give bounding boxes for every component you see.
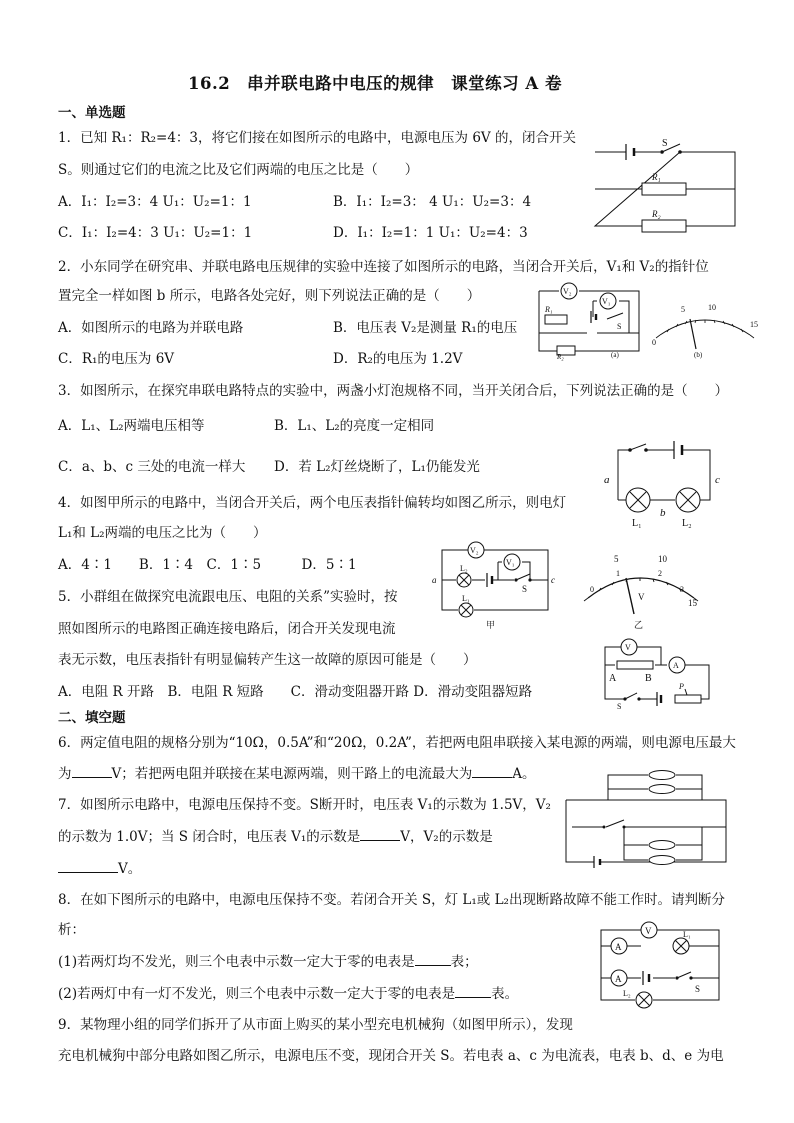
q4-stem-line1: 4．如图甲所示的电路中，当闭合开关后，两个电压表指针偏转均如图乙所示，则电灯	[58, 495, 567, 511]
q2-meter-tick-5: 5	[681, 305, 685, 314]
q8-fig-l1: L₁	[683, 930, 691, 939]
page-title: 16.2 串并联电路中电压的规律 课堂练习 A 卷	[188, 74, 562, 93]
q1-option-a: A．I₁：I₂=3：4 U₁：U₂=1：1	[58, 194, 252, 210]
q7-stem-line3	[58, 857, 141, 877]
q2-fig-label-a: (a)	[611, 351, 619, 359]
q7-text-b: V，V₂的示数是	[400, 829, 493, 845]
q3-fig-l2: L₂	[682, 518, 692, 529]
q4-meter-tick-10: 10	[658, 554, 667, 564]
q8-part1-tail: 表；	[450, 954, 478, 970]
q5-stem-line2: 照如图所示的电路图正确连接电路后，闭合开关发现电流	[58, 621, 396, 637]
q1-fig-switch-label: S	[662, 138, 668, 149]
q6-text-b: V；若把两电阻并联接在某电源两端，则干路上的电流最大为	[111, 766, 473, 782]
q5-options: A．电阻 R 开路 B．电阻 R 短路 C．滑动变阻器开路 D．滑动变阻器短路	[58, 684, 533, 700]
q8-part2-text: (2)若两灯中有一灯不发光，则三个电表中示数一定大于零的电表是	[58, 986, 456, 1002]
q6-stem-line2	[58, 762, 536, 782]
q2-option-b: B．电压表 V₂是测量 R₁的电压	[333, 320, 518, 336]
q5-fig-s: S	[617, 702, 622, 711]
q6-stem-line1: 6．两定值电阻的规格分别为“10Ω，0.5A”和“20Ω，0.2A”，若把两电阻串联接入某电源的两端，则电源电压最大	[58, 735, 736, 751]
q2-option-a: A．如图所示的电路为并联电路	[58, 320, 244, 336]
q2-fig-r2: R₂	[557, 353, 564, 361]
q6-blank-2[interactable]	[472, 763, 512, 778]
q9-stem-line2: 充电机械狗中部分电路如图乙所示，电源电压不变，现闭合开关 S。若电表 a、c 为电流表，电表 b、d、e 为电	[58, 1048, 724, 1064]
q4-stem-line2: L₁和 L₂两端的电压之比为（ ）	[58, 525, 267, 541]
q4-fig-yi: 乙	[634, 620, 644, 630]
q4-meter-tick-2: 2	[658, 569, 662, 578]
q4-fig-v2: V₂	[470, 546, 479, 555]
q1-fig-r2-label: R₂	[652, 209, 661, 219]
section-heading-single-choice: 一、单选题	[58, 105, 126, 121]
q5-circuit-figure	[595, 637, 715, 711]
q8-fig-l2: L₂	[623, 989, 631, 998]
q2-fig-v2: V₂	[563, 287, 572, 296]
q4-circuit-figure	[430, 540, 560, 630]
q2-stem-line1: 2．小东同学在研究串、并联电路电压规律的实验中连接了如图所示的电路，当闭合开关后，V₁和 V₂的指针位	[58, 259, 709, 275]
q2-meter-tick-0: 0	[652, 338, 656, 347]
q3-option-a: A．L₁、L₂两端电压相等	[58, 418, 205, 434]
q6-text-c: A。	[512, 766, 536, 782]
q2-fig-s: S	[617, 322, 622, 331]
q5-fig-point-b: B	[645, 673, 652, 684]
q1-fig-r1-label: R₁	[652, 172, 661, 182]
q1-stem-line1: 1．已知 R₁：R₂=4：3，将它们接在如图所示的电路中，电源电压为 6V 的，闭合开关	[58, 130, 576, 146]
q8-fig-s: S	[695, 984, 701, 994]
q2-option-c: C．R₁的电压为 6V	[58, 351, 175, 367]
q8-blank-1[interactable]	[415, 951, 451, 966]
q4-fig-a: a	[432, 575, 437, 585]
q1-stem-line2: S。则通过它们的电流之比及它们两端的电压之比是（ ）	[58, 162, 419, 178]
q2-fig-r1: R₁	[545, 305, 553, 314]
q2-fig-v1: V₁	[602, 297, 611, 306]
q8-part2	[58, 982, 518, 1002]
q4-options: A．4∶1 B．1∶4 C．1∶5 D．5∶1	[58, 557, 357, 573]
q4-meter-figure	[576, 550, 706, 630]
q8-fig-a2: A	[615, 974, 622, 984]
q7-stem-line2	[58, 825, 493, 845]
q1-option-b: B．I₁：I₂=3： 4 U₁：U₂=3：4	[333, 194, 532, 210]
q7-stem-line1: 7．如图所示电路中，电源电压保持不变。S断开时，电压表 V₁的示数为 1.5V，V₂	[58, 797, 551, 813]
q4-fig-l2: L₂	[460, 564, 468, 573]
q3-option-b: B．L₁、L₂的亮度一定相同	[274, 418, 435, 434]
q3-fig-b: b	[660, 507, 666, 519]
q5-fig-a-meter: A	[673, 661, 679, 670]
q7-circuit-figure	[560, 770, 735, 870]
q4-meter-unit: V	[638, 592, 645, 602]
q4-fig-c: c	[551, 575, 555, 585]
q8-stem-line1: 8．在如下图所示的电路中，电源电压保持不变。若闭合开关 S，灯 L₁或 L₂出现断路故障不能工作时。请判断分	[58, 892, 725, 908]
q5-fig-point-a: A	[609, 673, 617, 684]
q8-fig-v: V	[645, 926, 652, 936]
q8-blank-2[interactable]	[455, 983, 491, 998]
q3-stem-line1: 3．如图所示，在探究串联电路特点的实验中，两盏小灯泡规格不同，当开关闭合后，下列说法正确的是（ ）	[58, 383, 729, 399]
q8-part1	[58, 950, 478, 970]
q3-fig-a: a	[604, 474, 610, 486]
q3-fig-c: c	[715, 474, 720, 486]
q2-circuit-figure	[535, 283, 645, 361]
q4-fig-jia: 甲	[486, 620, 496, 630]
q4-meter-tick-0-inner: 0	[590, 585, 594, 594]
q4-fig-l1: L₁	[462, 594, 470, 603]
q1-option-d: D．I₁：I₂=1：1 U₁：U₂=4：3	[333, 225, 528, 241]
q4-fig-s: S	[522, 584, 528, 594]
q6-text-a: 为	[58, 766, 72, 782]
q7-blank-1[interactable]	[360, 826, 400, 841]
q8-part2-tail: 表。	[491, 986, 519, 1002]
q8-circuit-figure	[595, 920, 725, 1012]
q8-fig-a1: A	[615, 942, 622, 952]
q4-meter-tick-1: 1	[616, 569, 620, 578]
q8-part1-text: (1)若两灯均不发光，则三个电表中示数一定大于零的电表是	[58, 954, 415, 970]
q3-option-c: C．a、b、c 三处的电流一样大	[58, 459, 246, 475]
q5-fig-p: P	[679, 682, 684, 691]
q2-meter-label-b: (b)	[694, 351, 703, 359]
q2-meter-figure	[650, 297, 762, 359]
q7-text-c: V。	[118, 861, 142, 877]
q2-meter-tick-10: 10	[708, 303, 716, 312]
q9-stem-line1: 9．某物理小组的同学们拆开了从市面上购买的某小型充电机械狗（如图甲所示），发现	[58, 1017, 573, 1033]
q5-stem-line3: 表无示数，电压表指针有明显偏转产生这一故障的原因可能是（ ）	[58, 652, 477, 668]
q6-blank-1[interactable]	[72, 763, 112, 778]
q4-meter-tick-5: 5	[614, 554, 619, 564]
q7-text-a: 的示数为 1.0V；当 S 闭合时，电压表 V₁的示数是	[58, 829, 361, 845]
q1-circuit-figure	[590, 138, 740, 238]
q3-option-d: D．若 L₂灯丝烧断了，L₁仍能发光	[274, 459, 480, 475]
q4-fig-v1: V₁	[506, 558, 515, 567]
q5-fig-v: V	[625, 643, 631, 652]
q4-meter-tick-3: 3	[680, 585, 684, 594]
q5-stem-line1: 5．小群组在做探究电流跟电压、电阻的关系”实验时，按	[58, 589, 398, 605]
section-heading-fill-in: 二、填空题	[58, 710, 126, 726]
q7-blank-2[interactable]	[58, 858, 118, 873]
q1-option-c: C．I₁：I₂=4：3 U₁：U₂=1：1	[58, 225, 253, 241]
q3-circuit-figure	[600, 430, 730, 530]
q2-meter-tick-15: 15	[750, 320, 758, 329]
q3-fig-l1: L₁	[632, 518, 642, 529]
q2-option-d: D．R₂的电压为 1.2V	[333, 351, 463, 367]
q2-stem-line2: 置完全一样如图 b 所示，电路各处完好，则下列说法正确的是（ ）	[58, 288, 481, 304]
q8-stem-line2: 析：	[58, 922, 85, 938]
q4-meter-tick-15: 15	[688, 598, 697, 608]
